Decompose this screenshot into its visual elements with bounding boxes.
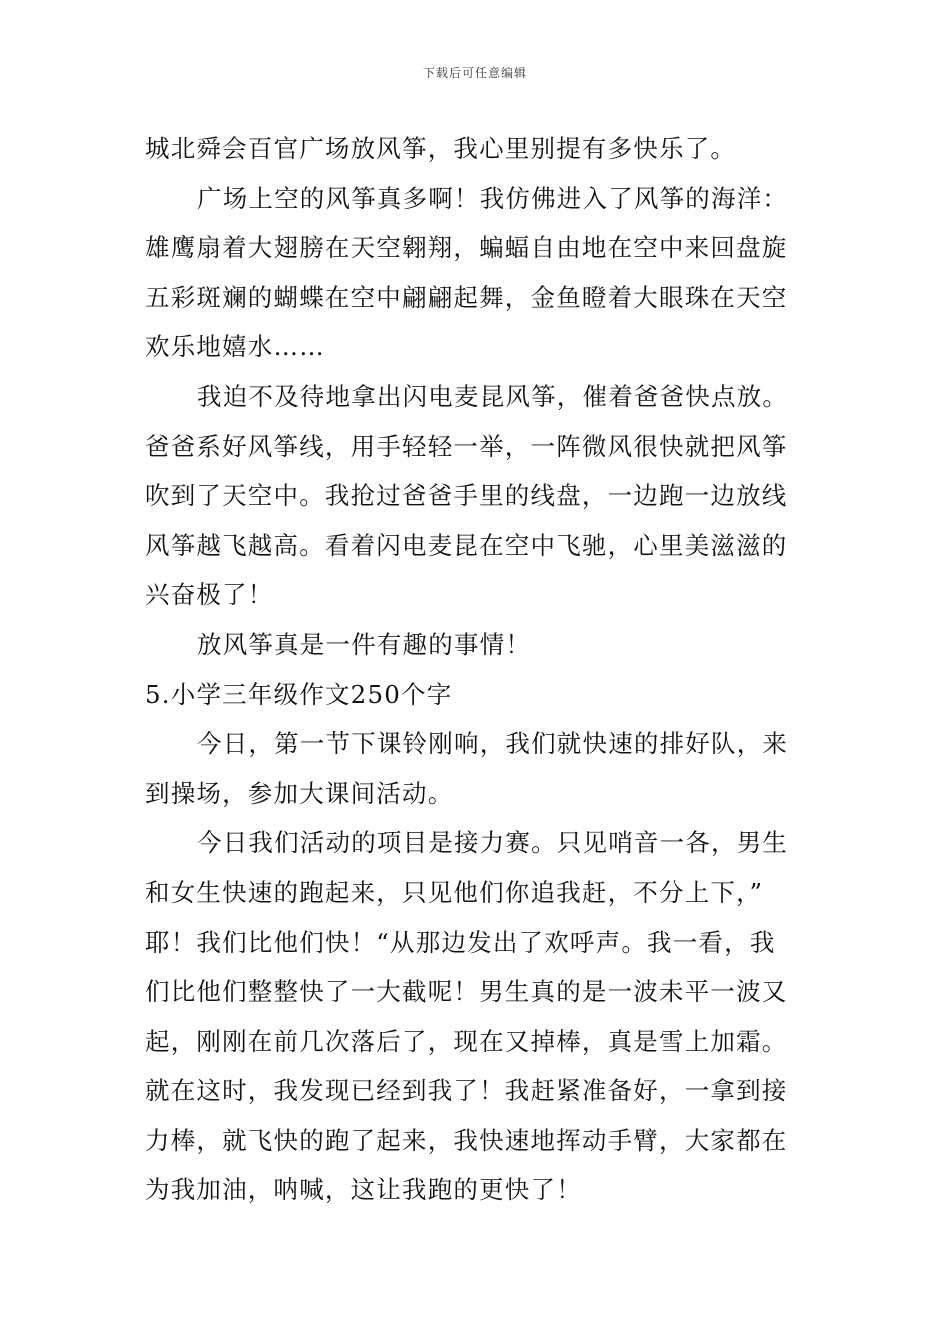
text-line: 为我加油，呐喊，这让我跑的更快了！ [145,1175,582,1205]
section-heading: 5.小学三年级作文250个字 [145,679,453,709]
text-line: 我迫不及待地拿出闪电麦昆风筝，催着爸爸快点放。 [197,381,789,411]
document-body [145,124,807,1215]
text-line: 吹到了天空中。我抢过爸爸手里的线盘，一边跑一边放线 [145,481,788,511]
text-line: 今日，第一节下课铃刚响，我们就快速的排好队，来 [197,729,789,759]
text-line: 风筝越飞越高。看着闪电麦昆在空中飞驰，心里美滋滋的 [145,530,788,560]
text-line: 耶！我们比他们快！“从那边发出了欢呼声。我一看，我 [145,927,776,957]
text-line: 今日我们活动的项目是接力赛。只见哨音一各，男生 [197,828,789,858]
text-line: 到操场，参加大课间活动。 [145,778,454,808]
text-line: 雄鹰扇着大翅膀在天空翱翔，蝙蝠自由地在空中来回盘旋 [145,233,788,263]
text-line: 和女生快速的跑起来，只见他们你追我赶，不分上下，” [145,877,764,907]
text-line: 们比他们整整快了一大截呢！男生真的是一波未平一波又 [145,977,788,1007]
text-line: 广场上空的风筝真多啊！我仿佛进入了风筝的海洋： [197,183,789,213]
text-line: 城北舜会百官广场放风筝，我心里别提有多快乐了。 [145,134,737,163]
text-line: 五彩斑斓的蝴蝶在空中翩翩起舞，金鱼瞪着大眼珠在天空 [145,282,788,312]
text-line: 力棒，就飞快的跑了起来，我快速地挥动手臂，大家都在 [145,1125,788,1155]
text-line: 就在这时，我发现已经到我了！我赶紧准备好，一拿到接 [145,1076,788,1106]
text-line: 起，刚刚在前几次落后了，现在又掉棒，真是雪上加霜。 [145,1026,788,1056]
text-line: 兴奋极了！ [145,580,274,610]
text-line: 欢乐地嬉水…… [145,332,325,362]
text-line: 放风筝真是一件有趣的事情！ [197,629,532,659]
text-line: 爸爸系好风筝线，用手轻轻一举，一阵微风很快就把风筝 [145,431,788,461]
page-header: 下载后可任意编辑 [422,66,527,80]
